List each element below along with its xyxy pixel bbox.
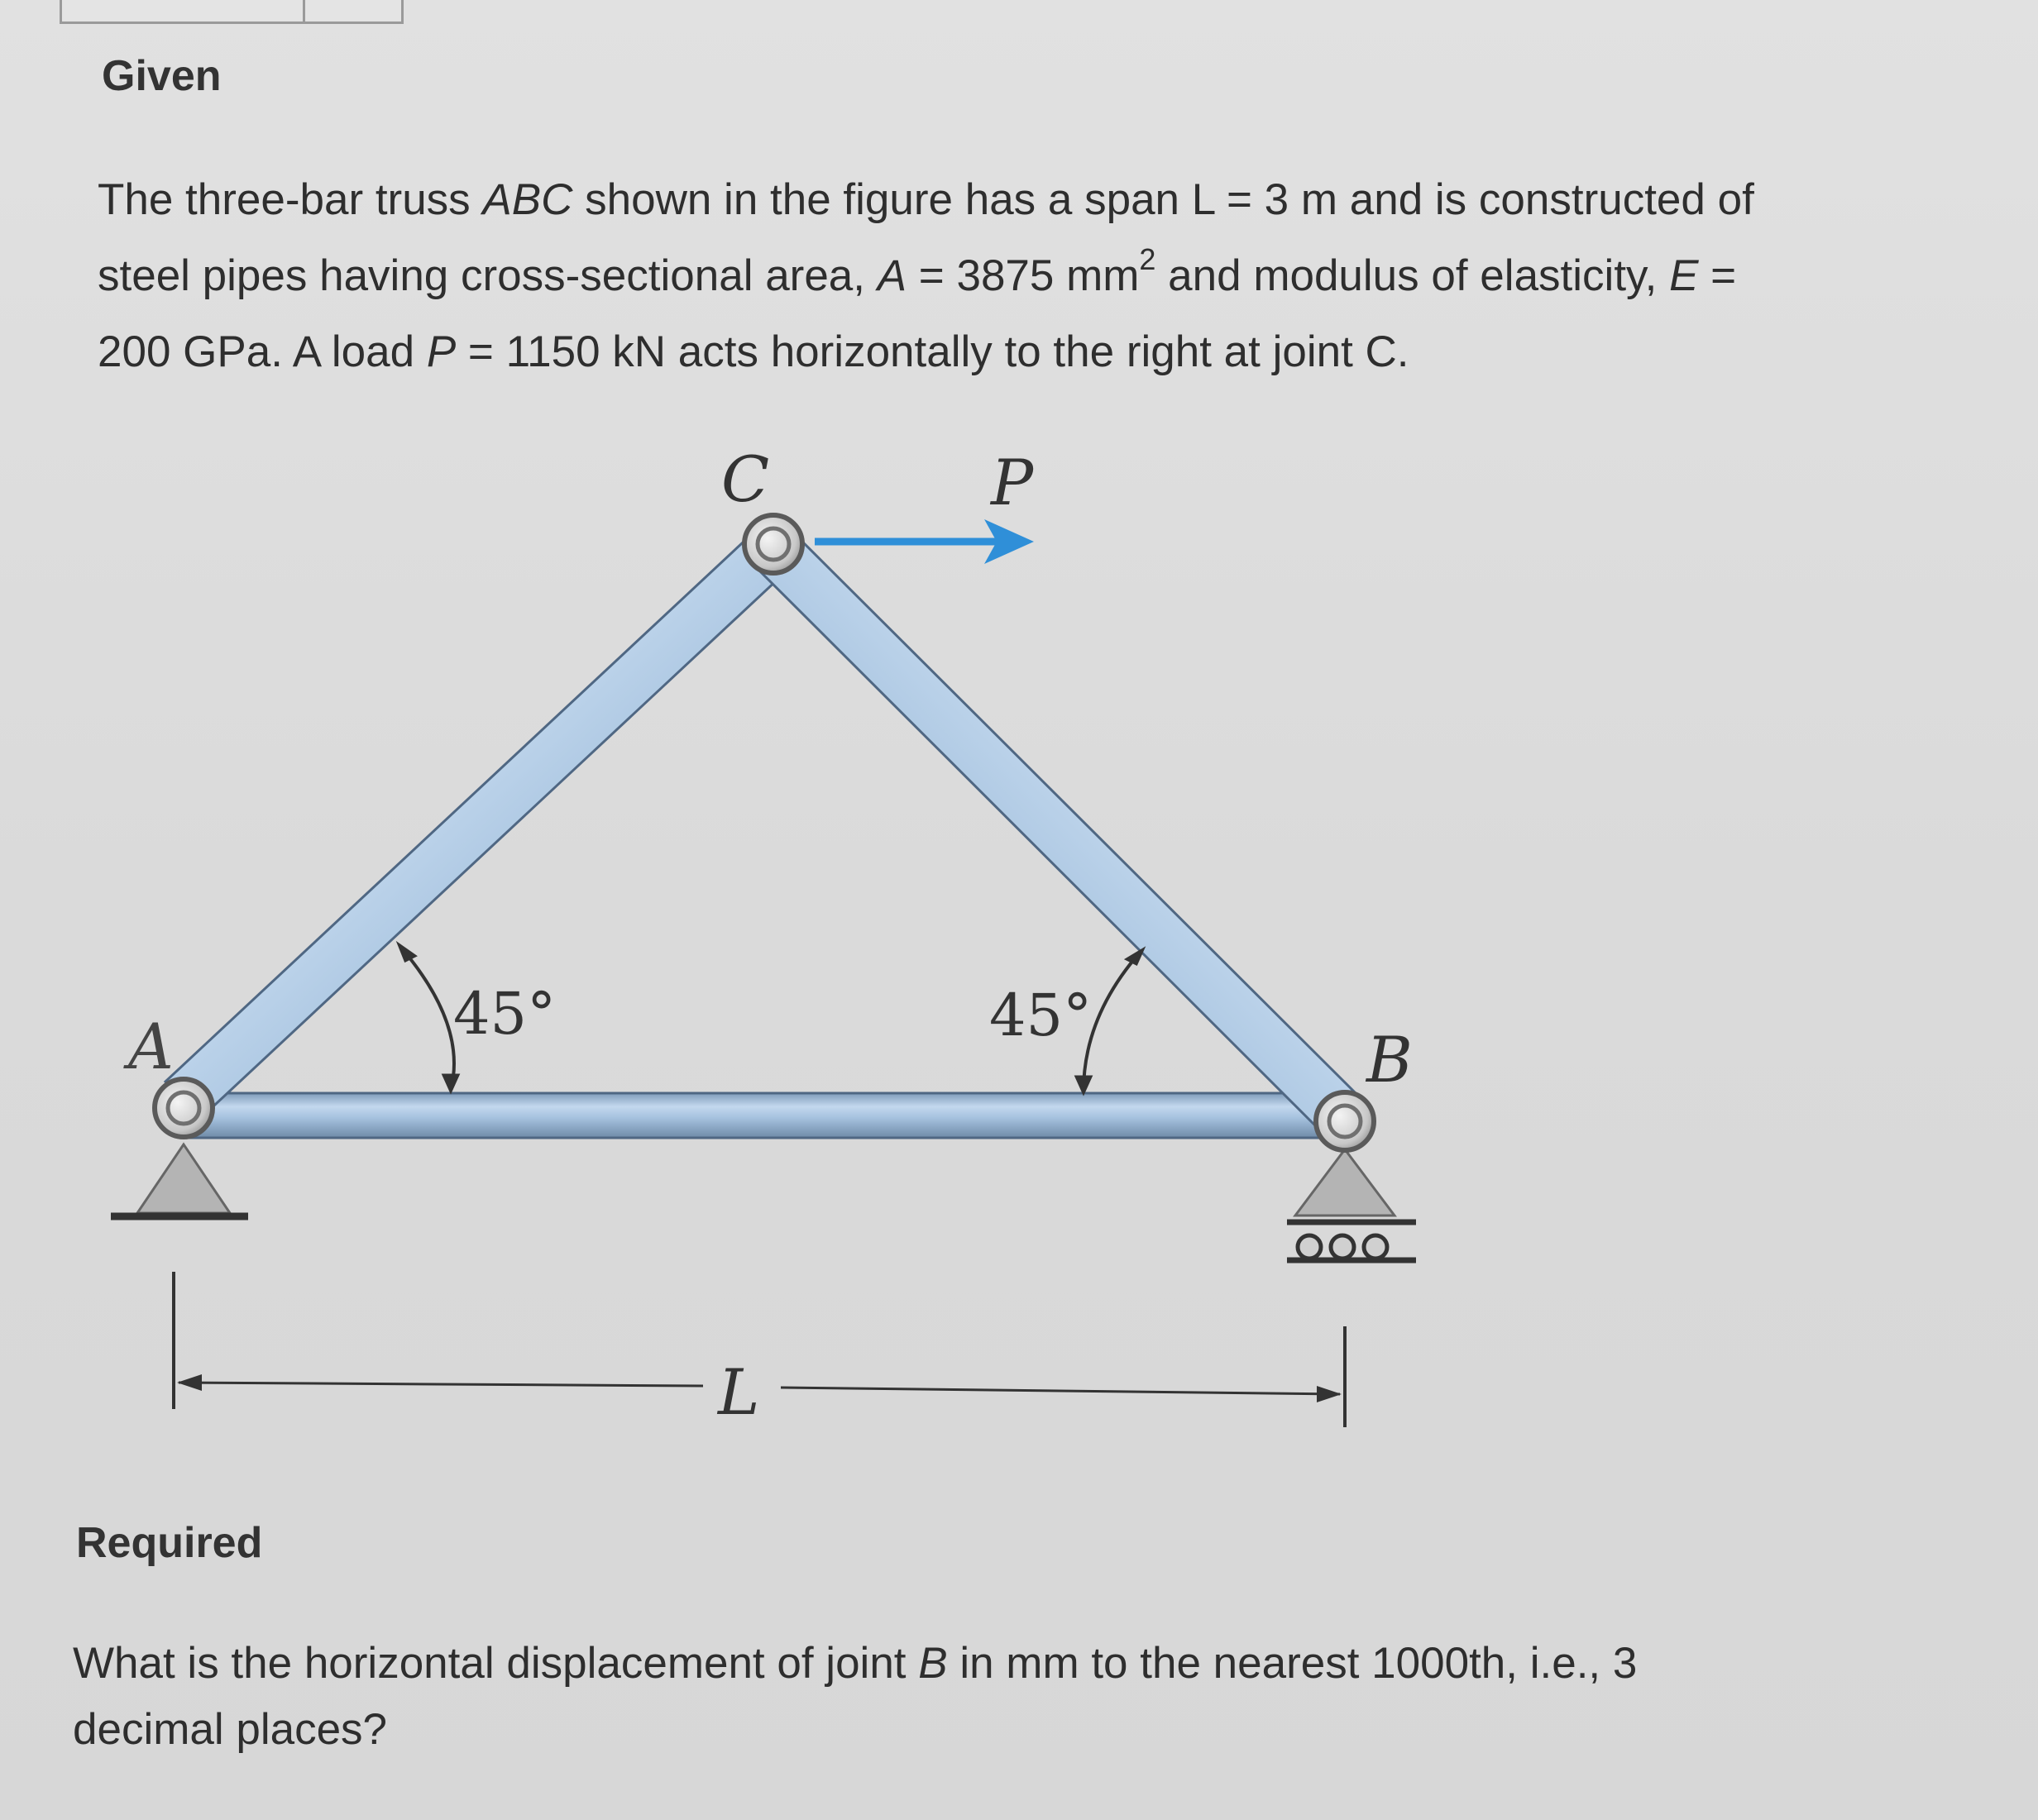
required-heading: Required	[76, 1519, 263, 1567]
label-angle-a: 45°	[453, 980, 557, 1048]
given-text-10: =	[1698, 251, 1737, 300]
label-joint-a: A	[128, 1010, 174, 1083]
given-text-4: steel pipes having cross-sectional area,	[98, 251, 878, 300]
given-text-3: shown in the figure has a span L = 3 m and is constructed of	[572, 175, 1754, 224]
required-text-4: decimal places?	[73, 1705, 388, 1754]
pin-joint-a	[155, 1079, 213, 1137]
required-paragraph	[73, 1631, 1892, 1763]
required-text-1: What is the horizontal displacement of joint	[73, 1639, 919, 1688]
load-arrow-p	[815, 519, 1034, 564]
label-span-l: L	[718, 1355, 760, 1429]
label-load-p: P	[991, 446, 1034, 519]
roller-support-b	[1287, 1149, 1416, 1260]
label-angle-b: 45°	[989, 982, 1093, 1049]
given-text-exponent: 2	[1139, 242, 1156, 277]
given-text-13: = 1150 kN acts horizontally to the right at joint C.	[456, 327, 1409, 376]
pin-joint-b	[1316, 1092, 1374, 1150]
angle-arc-a	[399, 944, 458, 1092]
given-text-modulus-symbol: E	[1669, 251, 1699, 300]
pin-support-a	[111, 1144, 248, 1216]
given-text-8: and modulus of elasticity,	[1155, 251, 1670, 300]
given-text-area-value: = 3875 mm	[907, 251, 1140, 300]
bar-ab	[184, 1093, 1348, 1138]
given-text-area-symbol: A	[877, 251, 907, 300]
label-joint-c: C	[721, 442, 770, 516]
pin-joint-c	[744, 515, 802, 573]
given-text-11: 200 GPa. A load	[98, 327, 427, 376]
required-text-joint-symbol: B	[918, 1639, 948, 1688]
given-heading: Given	[102, 52, 222, 100]
given-text-load-symbol: P	[426, 327, 457, 376]
given-text-truss-name: ABC	[482, 175, 573, 224]
label-joint-b: B	[1366, 1023, 1413, 1096]
required-text-3: in mm to the nearest 1000th, i.e., 3	[947, 1639, 1638, 1688]
given-text-1: The three-bar truss	[98, 175, 483, 224]
